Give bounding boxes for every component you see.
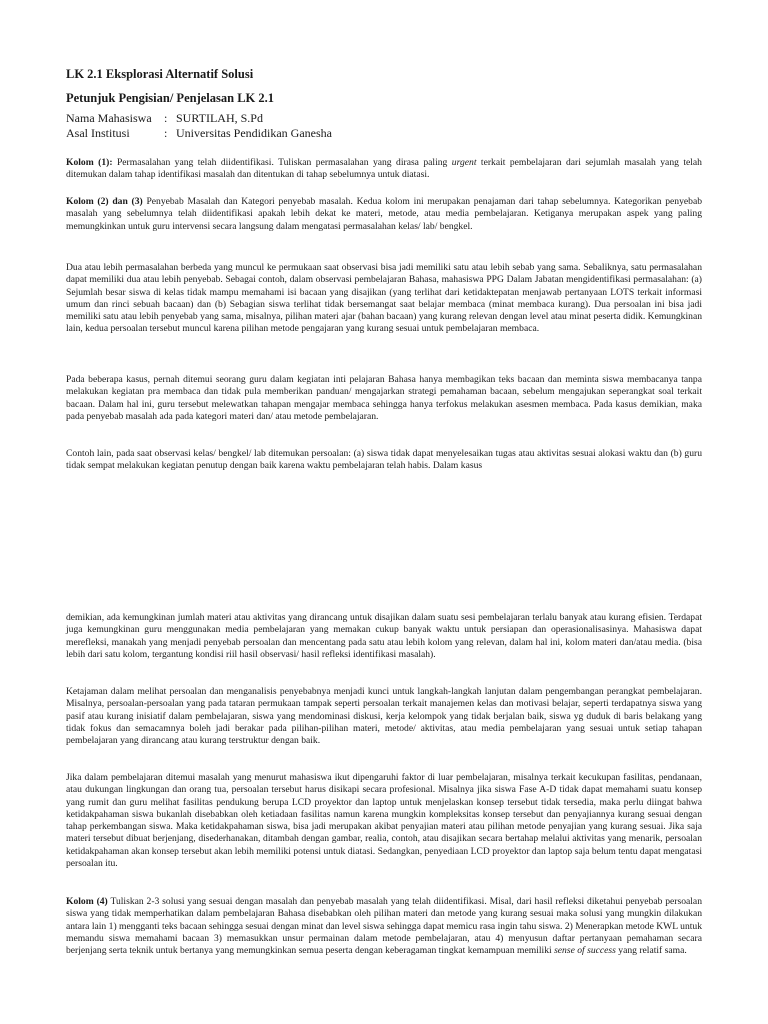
meta-label: Asal Institusi [66, 126, 130, 140]
paragraph-emphasis: sense of success [554, 945, 616, 957]
paragraph-kolom-2-3 [66, 196, 702, 233]
meta-row-institution [66, 126, 702, 141]
paragraph-lead: Kolom (4) [66, 896, 108, 907]
paragraph-text: Penyebab Masalah dan Kategori penyebab masalah. Kedua kolom ini merupakan penajaman dari tahap sebelumnya. Kategorikan penyebab masalah yang sebelumnya telah diidentifikasi apakah lebih dekat ke materi, metode, atau media pembelajaran. Ketiganya merupakan aspek yang paling memungkinkan untuk guru intervensi secara langsung dalam mengatasi permasalahan kelas/ lab/ bengkel. [66, 196, 702, 232]
paragraph-kolom-4 [66, 896, 702, 957]
meta-label: Nama Mahasiswa [66, 111, 152, 125]
paragraph-lead: Kolom (2) dan (3) [66, 196, 143, 207]
paragraph-example-causes: Dua atau lebih permasalahan berbeda yang muncul ke permukaan saat observasi bisa jadi memiliki satu atau lebih sebab yang sama. Sebaliknya, satu permasalahan dapat memiliki dua atau lebih penyebab. Sebagai contoh, dalam observasi pembelajaran Bahasa, mahasiswa PPG Dalam Jabatan mengidentifikasi permasalahan: (a) Sejumlah besar siswa di kelas tidak mampu memahami isi bacaan yang disajikan (yang terlihat dari ketidaktepatan menjawab pertanyaan LOTS terkait informasi umum dan rinci sebuah bacaan) dan (b) Sebagian siswa terlihat tidak bersemangat saat belajar membaca (minat membaca kurang). Dua persoalan ini bisa jadi memiliki satu atau lebih penyebab yang sama, misalnya, pilihan materi ajar (bahan bacaan) yang kurang relevan dengan level atau minat peserta didik. Kemungkinan lain, kedua persoalan tersebut muncul karena pilihan metode pengajaran yang kurang sesuai untuk pembelajaran membaca. [66, 262, 702, 335]
paragraph-text: Permasalahan yang telah diidentifikasi. Tuliskan permasalahan yang dirasa paling [112, 157, 452, 168]
paragraph-kolom-1 [66, 157, 702, 182]
meta-value: SURTILAH, S.Pd [176, 111, 263, 125]
paragraph-external-factors: Jika dalam pembelajaran ditemui masalah yang menurut mahasiswa ikut dipengaruhi faktor di luar pembelajaran, misalnya terkait kecukupan fasilitas, pendanaan, atau dukungan lingkungan dan orang tua, persoalan tersebut harus disikapi secara profesional. Misalnya jika siswa Fase A-D tidak dapat memahami suatu konsep yang rumit dan guru melihat fasilitas pendukung berupa LCD proyektor dan laptop untuk menjelaskan konsep tersebut tidak tersedia, maka perlu diingat bahwa ketidakpahaman siswa bukanlah disebabkan oleh ketiadaan fasilitas namun karena mungkin kompleksitas konsep tersebut dan penyajiannya kurang sesuai dengan tahap perkembangan siswa. Maka ketidakpahaman siswa, bisa jadi merupakan akibat penyajian materi atau pilihan metode penyajian yang kurang sesuai. Jika saja materi tersebut dibuat berjenjang, disederhanakan, ditambah dengan gambar, realia, contoh, atau disajikan secara bertahap melalui aktivitas yang menarik, persoalan ketidakpahaman akan konsep tersebut akan lebih memiliki potensi untuk diatasi. Sedangkan, penyediaan LCD proyektor dan laptop saja belum tentu dapat mengatasi persoalan itu. [66, 772, 702, 870]
paragraph-text: yang relatif sama. [615, 945, 687, 957]
meta-row-name [66, 111, 702, 126]
paragraph-text: terkait pembelajaran dari sejumlah masalah yang telah ditemukan dalam tahap identifikasi masalah dan ditentukan di tahap sebelumnya untuk diatasi. [66, 157, 702, 181]
student-info [66, 111, 702, 141]
paragraph-lead: Kolom (1): [66, 157, 113, 168]
paragraph-case-reading: Pada beberapa kasus, pernah ditemui seorang guru dalam kegiatan inti pelajaran Bahasa hanya membagikan teks bacaan dan meminta siswa membacanya tanpa melakukan kegiatan pra membaca dan tidak pula memberikan panduan/ mengajarkan strategi pemahaman bacaan, sebelum mengajukan seperangkat soal terkait bacaan. Dalam hal ini, guru tersebut melewatkan tahapan mengajar membaca sehingga hanya terfokus melakukan asesmen membaca. Pada kasus demikian, maka pada penyebab masalah ada pada kategori materi dan/ atau metode pembelajaran. [66, 374, 702, 422]
paragraph-text: Tuliskan 2-3 solusi yang sesuai dengan masalah dan penyebab masalah yang telah diidentifikasi. Misal, dari hasil refleksi diketahui penyebab persoalan siswa yang tidak memperhatikan dalam pembelajaran Bahasa disebabkan oleh pilihan materi dan metode yang kurang sesuai maka solusi yang mungkin dilakukan antara lain 1) mengganti teks bacaan sehingga sesuai dengan minat dan level siswa sehingga dapat memicu rasa ingin tahu siswa. 2) Menerapkan metode KWL untuk memandu siswa memahami bacaan 3) memasukkan unsur permainan dalam metode pembelajaran, atau 4) menyusun daftar pertanyaan pemahaman secara berjenjang serta teknik untuk bertanya yang memungkinkan semua peserta dengan keberagaman tingkat kemampuan memiliki [66, 896, 702, 957]
document-subtitle: Petunjuk Pengisian/ Penjelasan LK 2.1 [66, 91, 275, 105]
document-title: LK 2.1 Eksplorasi Alternatif Solusi [66, 67, 254, 81]
meta-separator: : [164, 111, 168, 125]
paragraph-analysis: Ketajaman dalam melihat persoalan dan menganalisis penyebabnya menjadi kunci untuk langkah-langkah lanjutan dalam pengembangan perangkat pembelajaran. Misalnya, persoalan-persoalan yang pada tataran permukaan tampak seperti persoalan terkait manajemen kelas dan motivasi belajar, seperti terdapatnya siswa yang pasif atau kurang inisiatif dalam pembelajaran, siswa yang mendominasi diskusi, kerja kelompok yang tidak berjalan baik, siswa yg duduk di baris belakang yang tidak fokus dan semacamnya boleh jadi berakar pada pilihan-pilihan materi, metode/ aktivitas, atau media pembelajaran yang sesuai untuk setiap tahapan pembelajaran yang dirancang atau kurang terstruktur dengan baik. [66, 686, 702, 747]
paragraph-case-time: Contoh lain, pada saat observasi kelas/ bengkel/ lab ditemukan persoalan: (a) siswa tidak dapat menyelesaikan tugas atau aktivitas sesuai alokasi waktu dan (b) guru tidak sempat melakukan kegiatan penutup dengan baik karena waktu pembelajaran telah habis. Dalam kasus [66, 448, 702, 472]
paragraph-case-time-continued: demikian, ada kemungkinan jumlah materi atau aktivitas yang dirancang untuk disajikan dalam suatu sesi pembelajaran terlalu banyak atau kurang efisien. Terdapat juga kemungkinan guru menggunakan media pembelajaran yang memakan cukup banyak waktu untuk persiapan dan operasionalisasinya. Mahasiswa dapat merefleksi, manakah yang menjadi penyebab persoalan dan mencentang pada satu atau lebih kolom yang relevan, dalam hal ini, kolom materi dan/atau media. (bisa lebih dari satu kolom, tergantung kondisi riil hasil observasi/ hasil refleksi identifikasi masalah). [66, 612, 702, 660]
meta-value: Universitas Pendidikan Ganesha [176, 126, 332, 140]
paragraph-emphasis: urgent [451, 157, 477, 168]
meta-separator: : [164, 126, 168, 140]
